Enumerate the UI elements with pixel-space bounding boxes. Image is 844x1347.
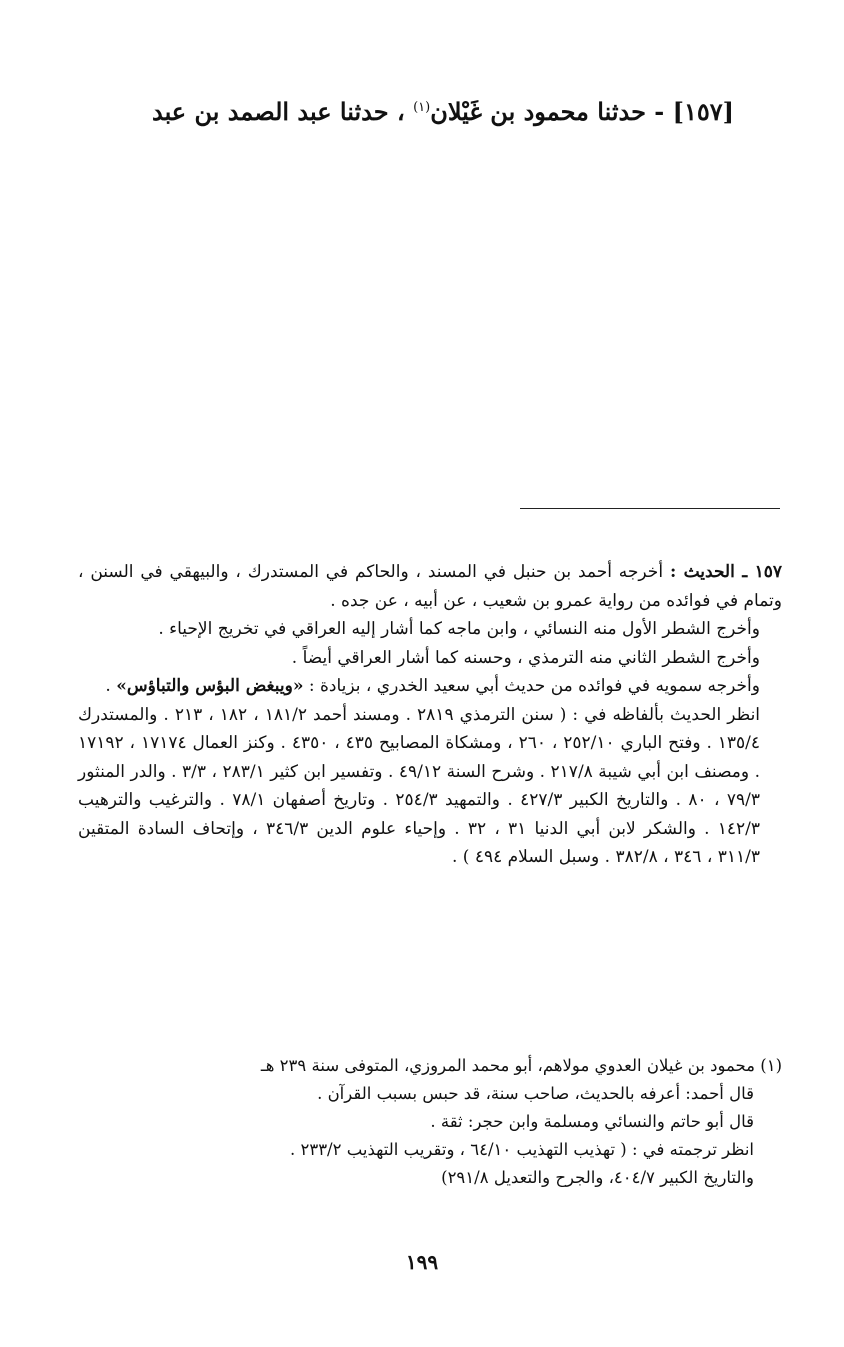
commentary-label: ١٥٧ ـ الحديث : [669,562,782,582]
separator-rule [520,508,780,509]
commentary-quote: «ويبغض البؤس والتباؤس» [116,676,304,696]
footnote-line: قال أبو حاتم والنسائي ومسلمة وابن حجر: ثقة . [430,1112,754,1131]
footnote-line: (١) محمود بن غيلان العدوي مولاهم، أبو محمد المروزي، المتوفى سنة ٢٣٩ هـ [260,1056,782,1075]
commentary-paragraph: وأخرج الشطر الأول منه النسائي ، وابن ماجه كما أشار إليه العراقي في تخريج الإحياء . [158,619,760,639]
hadith-number: [١٥٧] [672,97,734,126]
references-paragraph: انظر الحديث بألفاظه في : ( سنن الترمذي ٢٨١٩ . ومسند أحمد ١٨١/٢ ، ١٨٢ ، ٢١٣ . والمستدرك ١٣٥/٤ . وفتح الباري ٢٥٢/١٠ ، ٢٦٠ ، ومشكاة المصابيح ٤٣٥ ، ٤٣٥٠ . وكنز العمال ١٧١٧٤ ، ١٧١٩٢ . ومصنف ابن أبي شيبة ٢١٧/٨ . وشرح السنة ٤٩/١٢ . وتفسير ابن كثير ٢٨٣/١ ، ٣/٣ . والدر المنثور ٧٩/٣ ، ٨٠ . والتاريخ الكبير ٤٢٧/٣ . والتمهيد ٢٥٤/٣ . وتاريخ أصفهان ٧٨/١ . والترغيب والترهيب ١٤٢/٣ . والشكر لابن أبي الدنيا ٣١ ، ٣٢ . وإحياء علوم الدين ٣٤٦/٣ ، وإتحاف السادة المتقين ٣١١/٣ ، ٣٤٦ ، ٣٨٢/٨ . وسبل السلام ٤٩٤ ) . [78,704,761,867]
hadith-text-end: ، حدثنا عبد الصمد بن عبد [151,97,405,126]
footnotes-block [150,1052,782,1192]
commentary-block [78,558,782,872]
hadith-heading [80,90,734,130]
commentary-paragraph: وأخرج الشطر الثاني منه الترمذي ، وحسنه كما أشار العراقي أيضاً . [291,647,760,668]
hadith-text-start: - حدثنا محمود بن غَيْلان [430,97,665,126]
commentary-paragraph [78,672,782,701]
footnote-reference: (١) [413,100,431,115]
commentary-paragraph [78,558,782,615]
footnote-line: انظر ترجمته في : ( تهذيب التهذيب ٦٤/١٠ ، وتقريب التهذيب ٢٣٣/٢ . [289,1140,754,1159]
footnote-line: قال أحمد: أعرفه بالحديث، صاحب سنة، قد حبس بسبب القرآن . [317,1084,754,1103]
page-number: ١٩٩ [405,1250,439,1274]
commentary-text: وأخرجه سمويه في فوائده من حديث أبي سعيد الخدري ، بزيادة : [308,676,760,696]
commentary-text: أخرجه أحمد بن حنبل في المسند ، والحاكم في المستدرك ، والبيهقي في السنن ، وتمام في فوائده من رواية عمرو بن شعيب ، عن أبيه ، عن جده . [78,562,782,611]
commentary-text: . [105,676,111,696]
footnote-line: والتاريخ الكبير ٤٠٤/٧، والجرح والتعديل ٢٩١/٨) [441,1168,754,1187]
